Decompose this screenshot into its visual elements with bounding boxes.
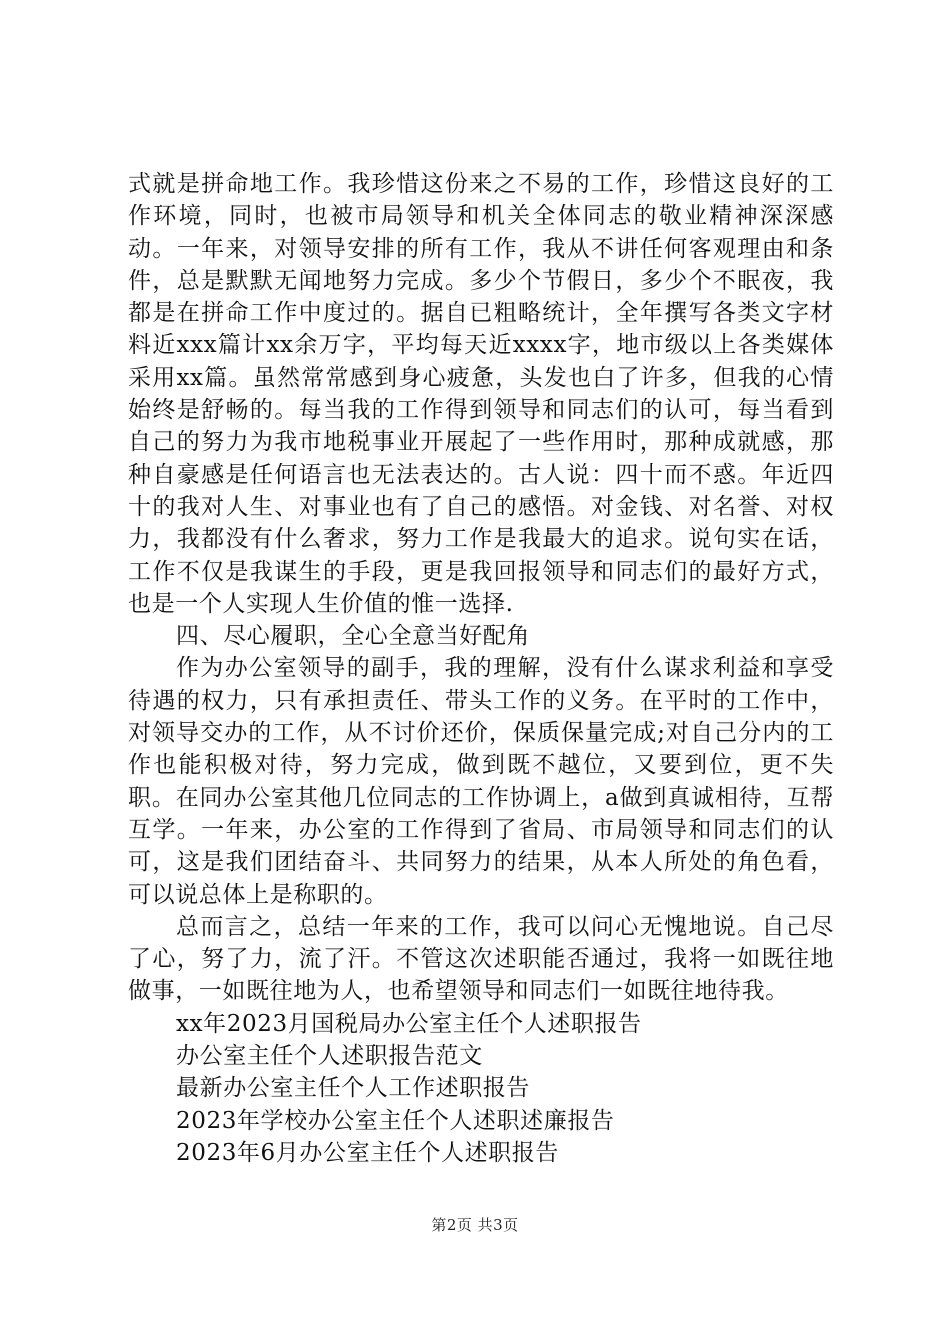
related-title-item[interactable]: 办公室主任个人述职报告范文: [176, 1043, 483, 1070]
related-title-item[interactable]: xx年2023月国税局办公室主任个人述职报告: [176, 1010, 642, 1037]
related-title-item[interactable]: 2023年学校办公室主任个人述职述廉报告: [176, 1107, 615, 1134]
related-titles-list: [128, 1008, 834, 1169]
document-body: [128, 168, 834, 1169]
paragraph-conclusion: 总而言之，总结一年来的工作，我可以问心无愧地说。自己尽了心，努了力，流了汗。不管这次述职能否通过，我将一如既往地做事，一如既往地为人，也希望领导和同志们一如既往地待我。: [128, 913, 834, 1005]
page-number-footer: 第2页 共3页: [431, 1216, 519, 1234]
related-title-item[interactable]: 2023年6月办公室主任个人述职报告: [176, 1139, 559, 1166]
section-heading: 四、尽心履职，全心全意当好配角: [176, 623, 530, 650]
paragraph-duties: 作为办公室领导的副手，我的理解，没有什么谋求利益和享受待遇的权力，只有承担责任、带头工作的义务。在平时的工作中，对领导交办的工作，从不讨价还价，保质保量完成;对自己分内的工作也能积极对待，努力完成，做到既不越位，又要到位，更不失职。在同办公室其他几位同志的工作协调上，a做到真诚相待，互帮互学。一年来，办公室的工作得到了省局、市局领导和同志们的认可，这是我们团结奋斗、共同努力的结果，从本人所处的角色看，可以说总体上是称职的。: [128, 655, 834, 908]
related-title-item[interactable]: 最新办公室主任个人工作述职报告: [176, 1075, 530, 1102]
paragraph-continuation: 式就是拼命地工作。我珍惜这份来之不易的工作，珍惜这良好的工作环境，同时，也被市局领导和机关全体同志的敬业精神深深感动。一年来，对领导安排的所有工作，我从不讲任何客观理由和条件，总是默默无闻地努力完成。多少个节假日，多少个不眠夜，我都是在拼命工作中度过的。据自已粗略统计，全年撰写各类文字材料近xxx篇计xx余万字，平均每天近xxxx字，地市级以上各类媒体采用xx篇。虽然常常感到身心疲惫，头发也白了许多，但我的心情始终是舒畅的。每当我的工作得到领导和同志们的认可，每当看到自己的努力为我市地税事业开展起了一些作用时，那种成就感，那种自豪感是任何语言也无法表达的。古人说：四十而不惑。年近四十的我对人生、对事业也有了自己的感悟。对金钱、对名誉、对权力，我都没有什么奢求，努力工作是我最大的追求。说句实在话，工作不仅是我谋生的手段，更是我回报领导和同志们的最好方式，也是一个人实现人生价值的惟一选择.: [128, 171, 834, 617]
